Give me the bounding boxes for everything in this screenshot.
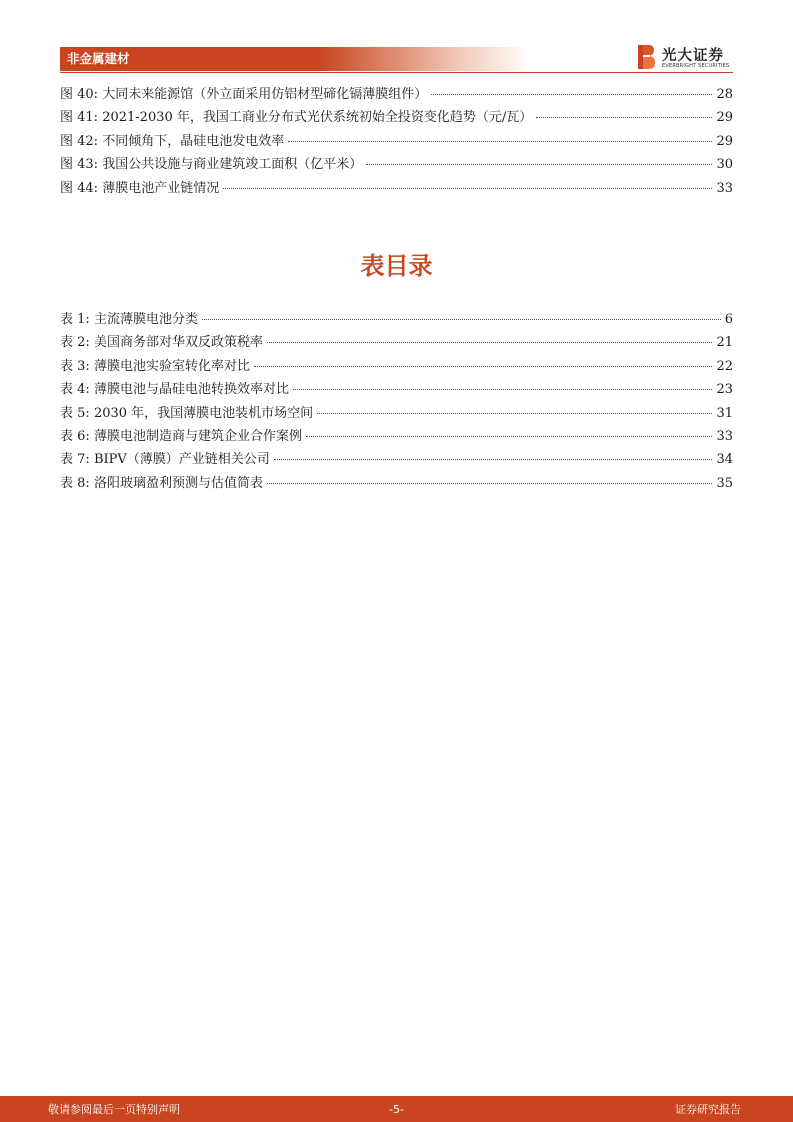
toc-entry[interactable] <box>60 378 733 401</box>
toc-entry[interactable] <box>60 130 733 153</box>
figures-toc <box>60 83 733 200</box>
toc-entry-title: BIPV（薄膜）产业链相关公司 <box>93 452 270 468</box>
toc-entry-label: 图 41: <box>60 110 99 126</box>
toc-entry-title: 美国商务部对华双反政策税率 <box>93 335 263 351</box>
toc-leader <box>267 482 713 484</box>
toc-entry-label: 图 40: <box>60 87 99 102</box>
toc-entry-title: 薄膜电池实验室转化率对比 <box>93 358 250 374</box>
toc-entry-page: 29 <box>716 110 733 126</box>
toc-entry[interactable] <box>60 472 733 495</box>
toc-entry[interactable] <box>60 425 733 448</box>
toc-entry-title: 大同未来能源馆（外立面采用仿铝材型碲化镉薄膜组件） <box>102 87 428 102</box>
toc-entry-page: 21 <box>716 335 733 351</box>
toc-entry[interactable] <box>60 153 733 176</box>
company-logo <box>636 43 736 71</box>
sector-label: 非金属建材 <box>67 51 130 66</box>
header-divider <box>60 72 733 73</box>
page-number: -5- <box>389 1103 404 1116</box>
toc-entry-label: 图 43: <box>60 157 99 173</box>
toc-entry-page: 31 <box>716 405 733 421</box>
toc-leader <box>293 388 713 390</box>
toc-entry-title: 主流薄膜电池分类 <box>93 312 198 327</box>
toc-entry-page: 33 <box>716 428 733 444</box>
toc-entry-title: 薄膜电池制造商与建筑企业合作案例 <box>93 428 302 444</box>
header-bar <box>60 47 530 71</box>
toc-entry-page: 33 <box>716 180 733 196</box>
toc-entry-title: 薄膜电池产业链情况 <box>102 180 220 196</box>
toc-entry-title: 2021-2030 年，我国工商业分布式光伏系统初始全投资变化趋势（元/瓦） <box>102 110 533 126</box>
toc-leader <box>366 163 712 165</box>
toc-entry-page: 35 <box>716 475 733 491</box>
toc-entry-page: 22 <box>716 358 733 374</box>
toc-entry[interactable] <box>60 331 733 354</box>
toc-entry-label: 表 6: <box>60 428 90 444</box>
tables-toc <box>60 308 733 495</box>
toc-entry-page: 30 <box>716 157 733 173</box>
footer-disclaimer: 敬请参阅最后一页特别声明 <box>48 1103 180 1116</box>
toc-entry[interactable] <box>60 177 733 200</box>
toc-entry-page: 28 <box>716 87 733 102</box>
toc-entry-label: 表 7: <box>60 452 90 468</box>
toc-entry[interactable] <box>60 355 733 378</box>
toc-leader <box>274 458 713 460</box>
toc-entry-label: 表 5: <box>60 405 90 421</box>
toc-entry-label: 表 2: <box>60 335 90 351</box>
toc-entry-title: 薄膜电池与晶硅电池转换效率对比 <box>93 382 289 398</box>
toc-entry-label: 图 42: <box>60 133 99 149</box>
toc-entry-page: 23 <box>716 382 733 398</box>
toc-leader <box>431 93 712 95</box>
toc-entry-title: 2030 年，我国薄膜电池装机市场空间 <box>93 405 314 421</box>
toc-entry-page: 34 <box>716 452 733 468</box>
footer-report-type: 证券研究报告 <box>675 1103 741 1116</box>
tables-section-title: 表目录 <box>360 252 433 280</box>
toc-entry-label: 表 4: <box>60 382 90 398</box>
toc-entry[interactable] <box>60 83 733 106</box>
toc-entry-title: 不同倾角下，晶硅电池发电效率 <box>102 133 285 149</box>
toc-entry-label: 表 3: <box>60 358 90 374</box>
toc-entry-page: 29 <box>716 133 733 149</box>
toc-leader <box>202 318 721 320</box>
everbright-logo-icon <box>636 43 656 71</box>
toc-entry[interactable] <box>60 402 733 425</box>
toc-entry-label: 图 44: <box>60 180 99 196</box>
toc-leader <box>306 435 713 437</box>
toc-leader <box>288 140 712 142</box>
logo-text-en: EVERBRIGHT SECURITIES <box>662 63 730 69</box>
toc-entry-title: 洛阳玻璃盈利预测与估值简表 <box>93 475 263 491</box>
toc-entry[interactable] <box>60 308 733 331</box>
toc-leader <box>267 341 713 343</box>
toc-entry-label: 表 8: <box>60 475 90 491</box>
toc-entry-page: 6 <box>724 312 733 327</box>
toc-leader <box>254 365 713 367</box>
toc-leader <box>223 187 712 189</box>
toc-leader <box>536 116 712 118</box>
toc-entry-title: 我国公共设施与商业建筑竣工面积（亿平米） <box>102 157 363 173</box>
toc-entry[interactable] <box>60 106 733 129</box>
logo-text-cn: 光大证券 <box>662 48 724 64</box>
toc-entry-label: 表 1: <box>60 312 90 327</box>
toc-leader <box>317 412 712 414</box>
toc-entry[interactable] <box>60 448 733 471</box>
